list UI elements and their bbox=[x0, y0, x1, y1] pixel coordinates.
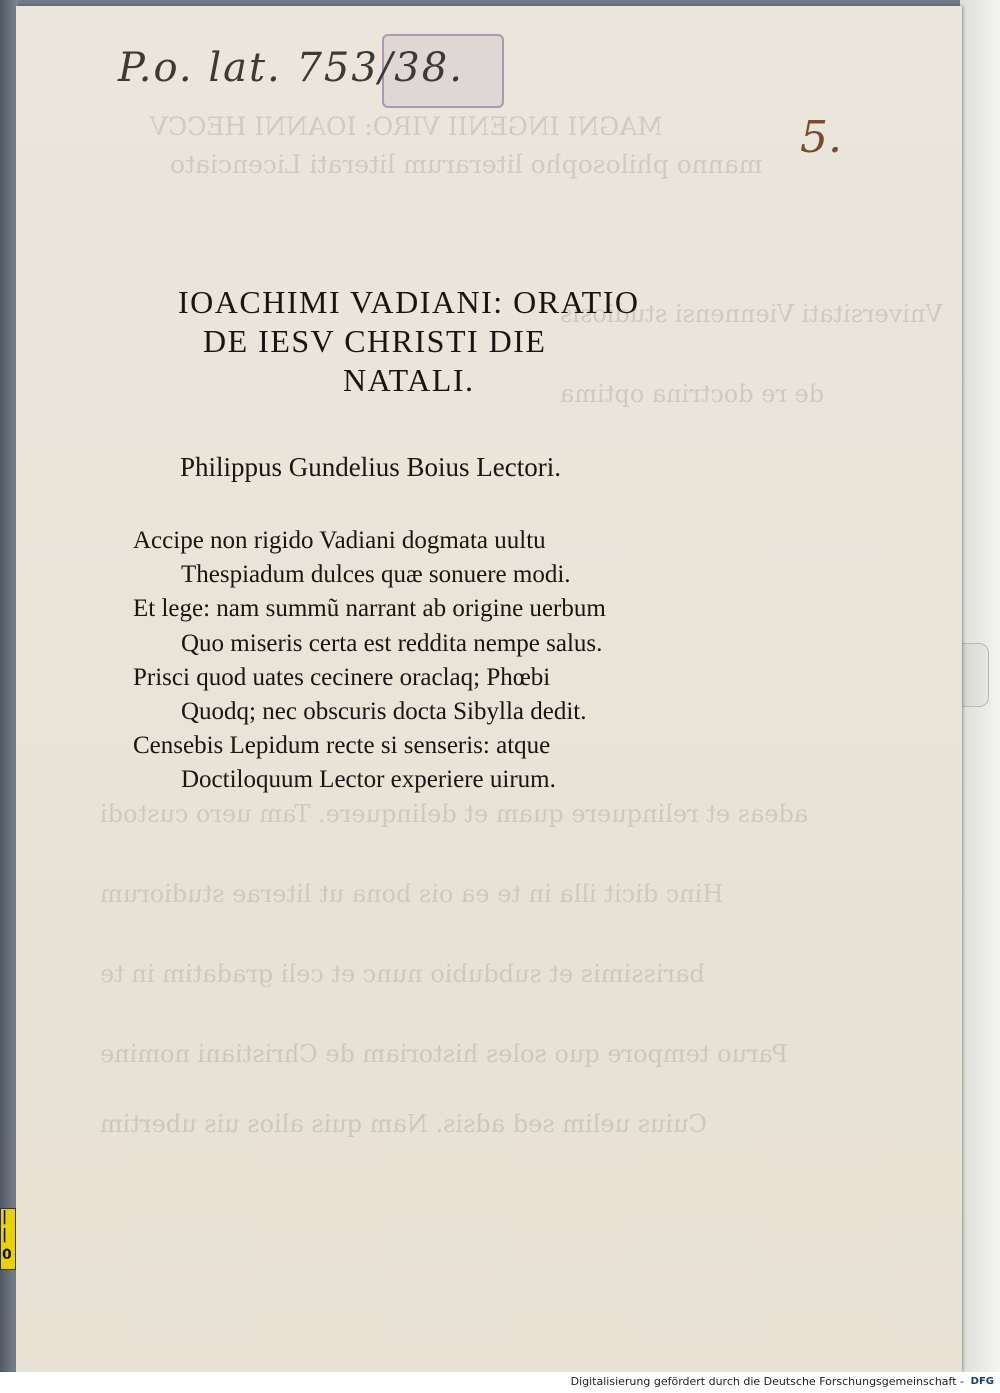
show-through-text: Cuius uelim sed adsis. Nam quis alios uis ubertim bbox=[100, 1110, 707, 1138]
dfg-logo-icon: DFG bbox=[970, 1376, 994, 1387]
show-through-text: Paruo tempore quo soles historiam de Christiani nomine bbox=[100, 1040, 788, 1068]
poem bbox=[133, 524, 606, 798]
ruler-mark: 0 bbox=[2, 1247, 12, 1263]
show-through-text: Hinc dicit illa in te ea ois bona ut literae studiorum bbox=[100, 880, 724, 908]
show-through-text: de re doctrina optima bbox=[560, 380, 825, 408]
poem-line: Quo miseris certa est reddita nempe salus. bbox=[181, 629, 603, 657]
ruler-mark: | bbox=[2, 1209, 8, 1225]
poem-line: Censebis Lepidum recte si senseris: atque bbox=[133, 732, 551, 760]
title-line: NATALI. bbox=[343, 362, 475, 398]
title-line: IOACHIMI VADIANI: ORATIO bbox=[178, 284, 640, 320]
poem-line: Doctiloquum Lector experiere uirum. bbox=[181, 766, 556, 794]
poem-line: Accipe non rigido Vadiani dogmata uultu bbox=[133, 527, 546, 554]
color-ruler bbox=[0, 1208, 16, 1270]
show-through-text: adeas et relinquere quam et delinquere. Tam uero custodi bbox=[100, 800, 809, 828]
show-through-text: manno philosopho literarum literati Licenciato bbox=[170, 150, 763, 179]
show-through-text: MAGNI INGENII VIRO: IOANNI HECCV bbox=[150, 112, 663, 141]
poem-line: Prisci quod uates cecinere oraclaq; Phœbi bbox=[133, 663, 551, 691]
title-line: DE IESV CHRISTI DIE bbox=[203, 323, 547, 359]
title-block bbox=[178, 283, 738, 400]
ruler-mark: | bbox=[2, 1227, 8, 1243]
folio-number: 5. bbox=[800, 112, 842, 163]
epigram-heading: Philippus Gundelius Boius Lectori. bbox=[180, 452, 561, 482]
show-through-text: barissimis et subdubio nunc et celi gradatim in te bbox=[100, 960, 705, 988]
show-through-text: Vniversitati Viennensi studiosis bbox=[560, 300, 943, 328]
footer-bar bbox=[0, 1372, 1000, 1393]
poem-line: Quodq; nec obscuris docta Sibylla dedit. bbox=[181, 698, 587, 726]
funding-credit: Digitalisierung gefördert durch die Deutsche Forschungsgemeinschaft - bbox=[570, 1375, 964, 1388]
shelfmark-annotation: P.o. lat. 753/38. bbox=[118, 45, 464, 91]
poem-line: Et lege: nam summũ narrant ab origine uerbum bbox=[133, 595, 606, 623]
poem-line: Thespiadum dulces quæ sonuere modi. bbox=[181, 561, 571, 589]
